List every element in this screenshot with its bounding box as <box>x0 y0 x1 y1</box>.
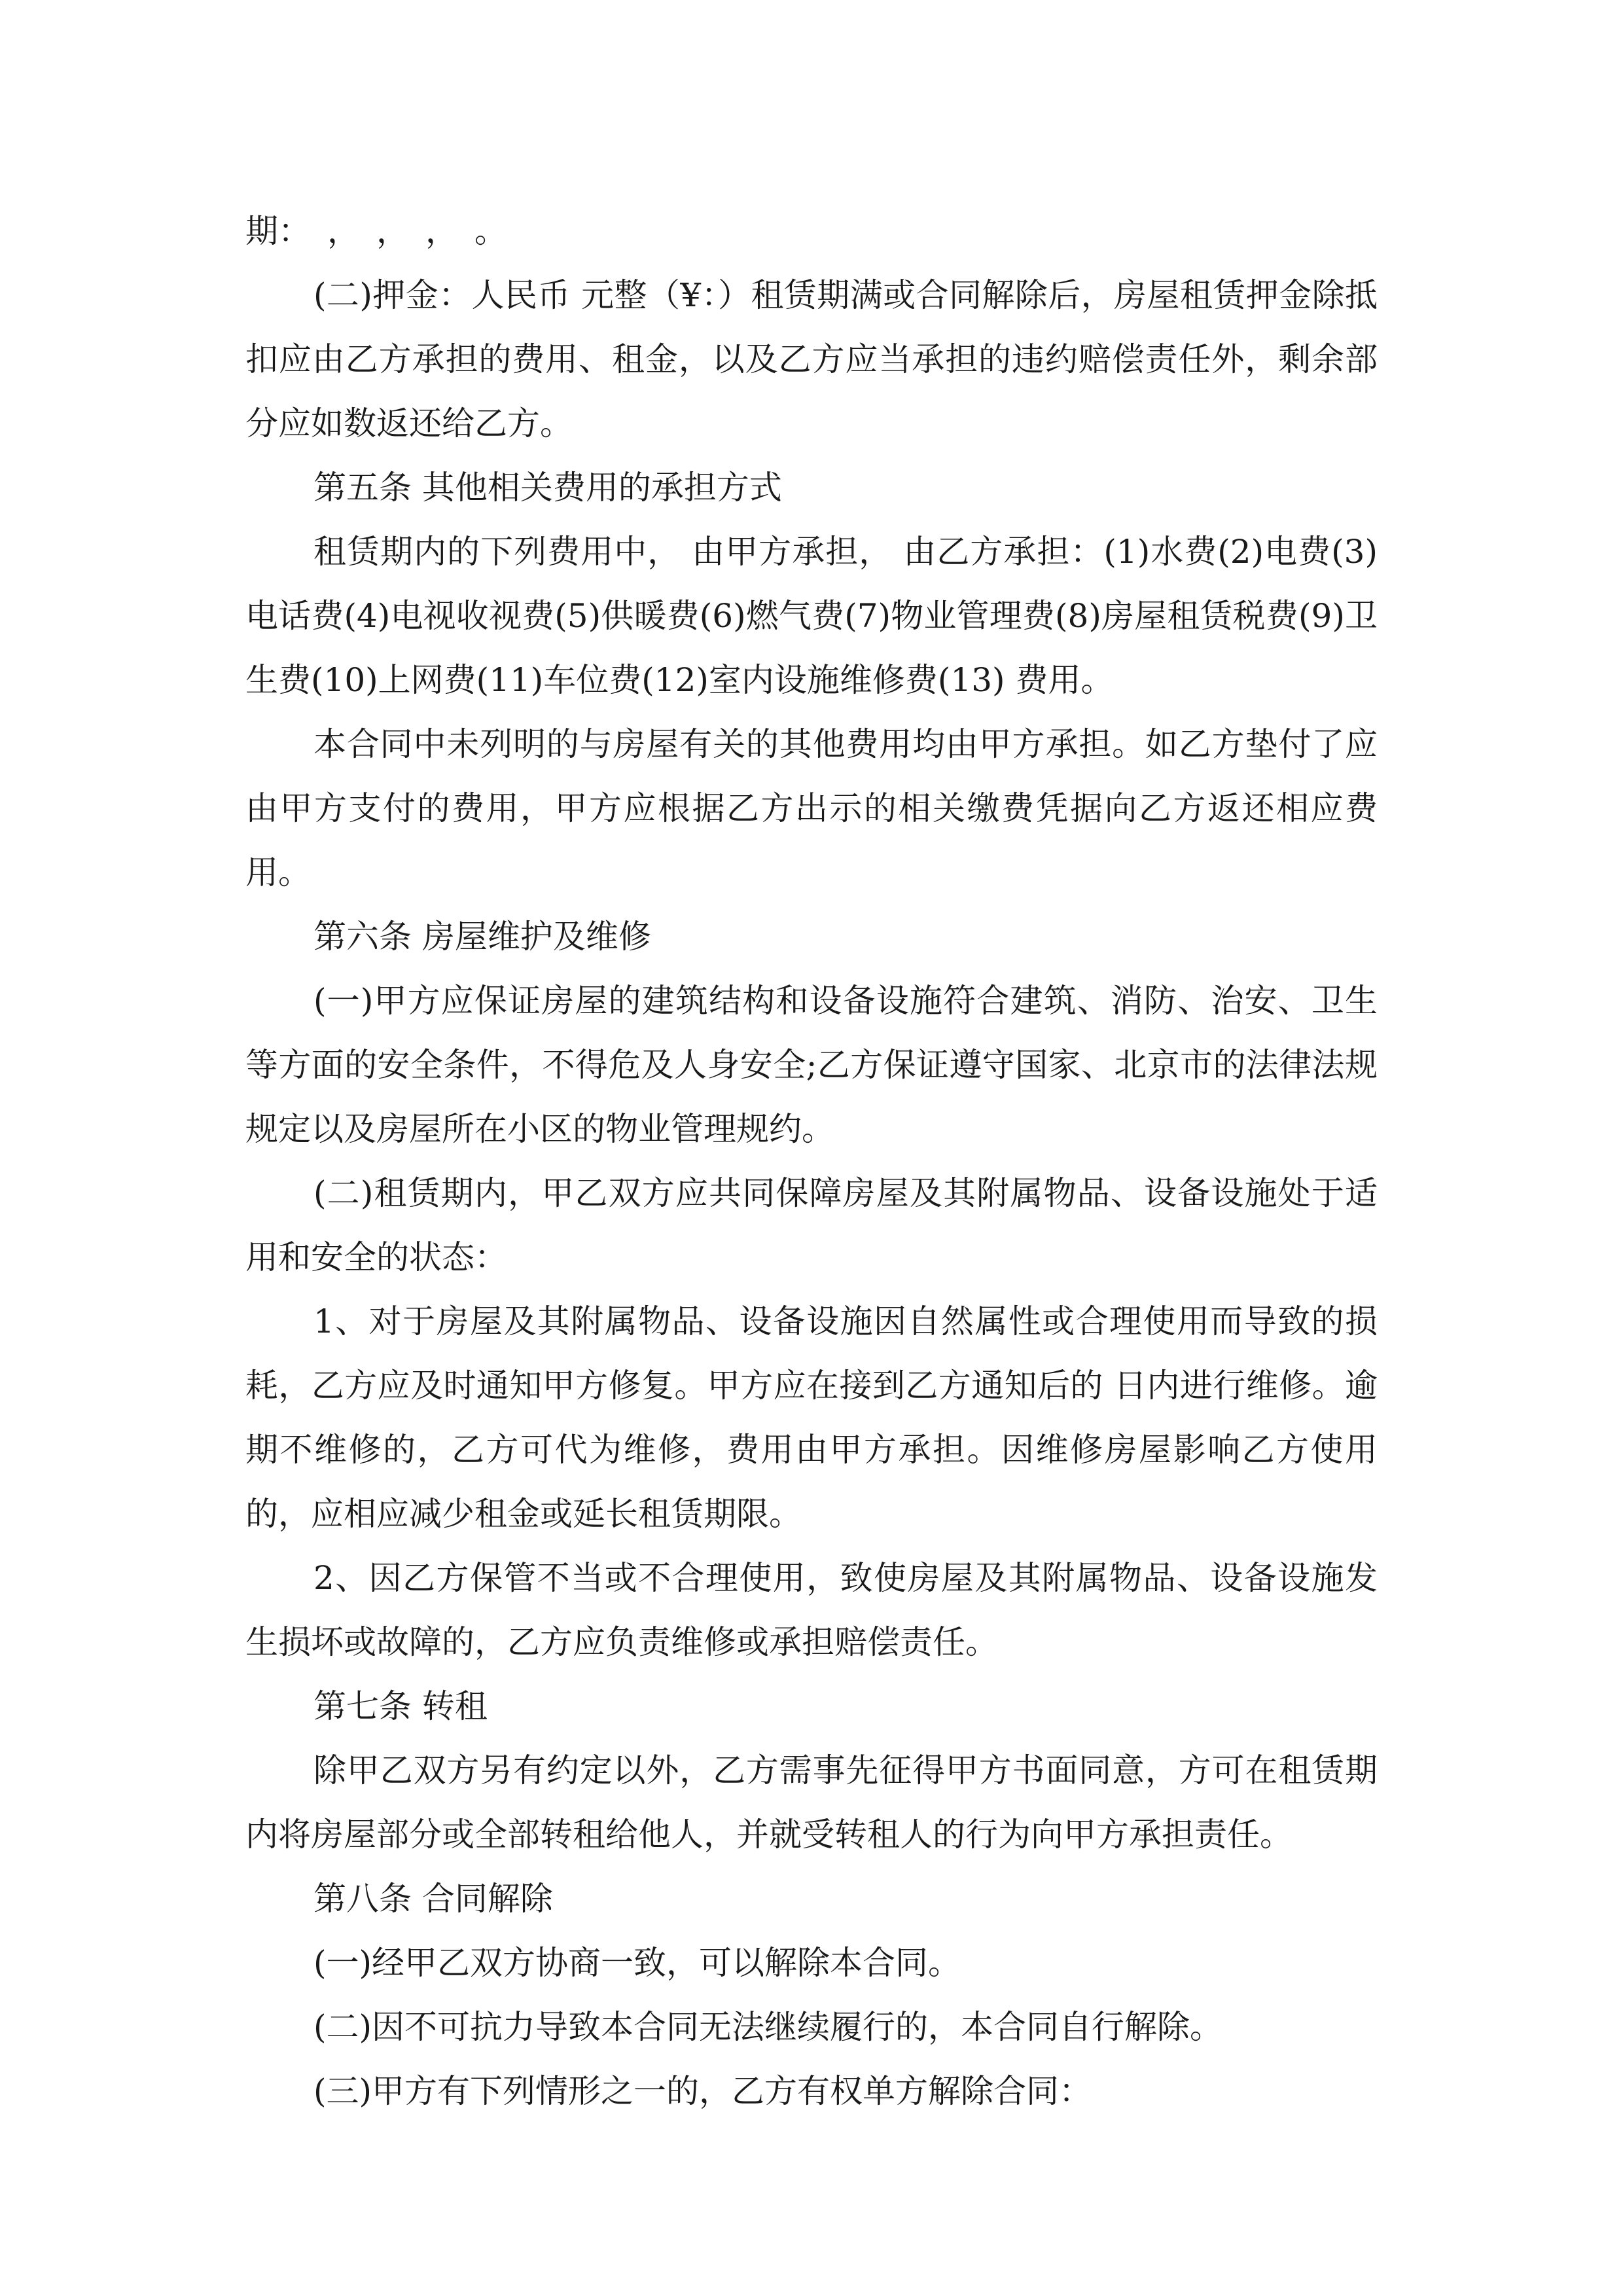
paragraph-sublease: 除甲乙双方另有约定以外，乙方需事先征得甲方书面同意，方可在租赁期内将房屋部分或全部转租给他人，并就受转租人的行为向甲方承担责任。 <box>245 1751 1378 1854</box>
paragraph-joint-maintenance: (二)租赁期内，甲乙双方应共同保障房屋及其附属物品、设备设施处于适用和安全的状态： <box>245 1174 1378 1276</box>
heading-article-6: 第六条 房屋维护及维修 <box>313 918 651 956</box>
paragraph-repair-natural-wear: 1、对于房屋及其附属物品、设备设施因自然属性或合理使用而导致的损耗，乙方应及时通知甲方修复。甲方应在接到乙方通知后的 日内进行维修。逾期不维修的，乙方可代为维修，费用由甲方承担。因维修房屋影响乙方使用的，应相应减少租金或延长租赁期限。 <box>245 1302 1378 1533</box>
paragraph-other-fees: 本合同中未列明的与房屋有关的其他费用均由甲方承担。如乙方垫付了应由甲方支付的费用，甲方应根据乙方出示的相关缴费凭据向乙方返还相应费用。 <box>245 725 1378 891</box>
paragraph-termination-mutual: (一)经甲乙双方协商一致，可以解除本合同。 <box>313 1944 961 1982</box>
paragraph-termination-landlord-breach: (三)甲方有下列情形之一的，乙方有权单方解除合同： <box>313 2072 1092 2110</box>
paragraph-deposit: (二)押金：人民币 元整（¥：）租赁期满或合同解除后，房屋租赁押金除抵扣应由乙方承担的费用、租金，以及乙方应当承担的违约赔偿责任外，剩余部分应如数返还给乙方。 <box>245 276 1378 442</box>
heading-article-7: 第七条 转租 <box>313 1687 488 1725</box>
paragraph-fee-list: 租赁期内的下列费用中， 由甲方承担， 由乙方承担：(1)水费(2)电费(3)电话费(4)电视收视费(5)供暖费(6)燃气费(7)物业管理费(8)房屋租赁税费(9)卫生费(10)上网费(11)车位费(12)室内设施维修费(13) 费用。 <box>245 533 1378 699</box>
paragraph-repair-improper-use: 2、因乙方保管不当或不合理使用，致使房屋及其附属物品、设备设施发生损坏或故障的，乙方应负责维修或承担赔偿责任。 <box>245 1559 1378 1661</box>
paragraph-period-line: 期： ， ， ， 。 <box>245 212 507 250</box>
paragraph-safety-conditions: (一)甲方应保证房屋的建筑结构和设备设施符合建筑、消防、治安、卫生等方面的安全条件，不得危及人身安全;乙方保证遵守国家、北京市的法律法规规定以及房屋所在小区的物业管理规约。 <box>245 982 1378 1148</box>
document-body <box>245 199 1378 2123</box>
paragraph-termination-force-majeure: (二)因不可抗力导致本合同无法继续履行的，本合同自行解除。 <box>313 2008 1223 2046</box>
heading-article-5: 第五条 其他相关费用的承担方式 <box>313 469 782 507</box>
heading-article-8: 第八条 合同解除 <box>313 1880 553 1918</box>
